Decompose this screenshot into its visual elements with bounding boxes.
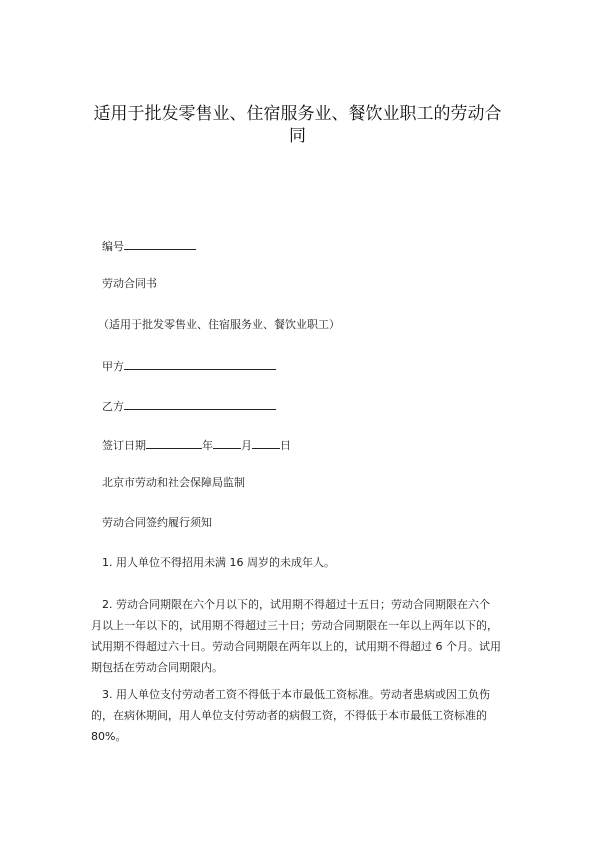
month-label: 月 xyxy=(241,439,252,452)
contract-book-label: 劳动合同书 xyxy=(102,277,157,290)
number-field xyxy=(102,238,196,254)
item-2-line-3: 试用期不得超过六十日。劳动合同期限在两年以上的，试用期不得超过 6 个月。试用 xyxy=(91,640,501,653)
item-3-line-2: 的，在病休期间，用人单位支付劳动者的病假工资，不得低于本市最低工资标准的 xyxy=(91,709,487,722)
party-b-label: 乙方 xyxy=(102,400,124,413)
title-line-2: 同 xyxy=(289,126,306,146)
party-b-field xyxy=(102,398,276,414)
notice-item-3 xyxy=(91,684,527,747)
party-a-field xyxy=(102,358,276,374)
party-b-blank xyxy=(124,398,276,410)
document-title xyxy=(70,103,525,147)
title-line-1: 适用于批发零售业、住宿服务业、餐饮业职工的劳动合 xyxy=(93,104,502,124)
party-a-blank xyxy=(124,358,276,370)
notice-item-1: 1. 用人单位不得招用未满 16 周岁的未成年人。 xyxy=(102,556,335,569)
notice-item-2 xyxy=(91,594,527,678)
sign-date-label: 签订日期 xyxy=(102,439,146,452)
notice-heading: 劳动合同签约履行须知 xyxy=(102,516,212,529)
item-2-line-4: 期包括在劳动合同期限内。 xyxy=(91,661,223,674)
item-3-line-1: 3. 用人单位支付劳动者工资不得低于本市最低工资标准。劳动者患病或因工负伤 xyxy=(102,688,490,701)
item-3-line-3: 80%。 xyxy=(91,730,127,743)
item-2-line-2: 月以上一年以下的，试用期不得超过三十日；劳动合同期限在一年以上两年以下的， xyxy=(91,619,498,632)
month-blank xyxy=(213,437,241,449)
day-label: 日 xyxy=(280,439,291,452)
number-label: 编号 xyxy=(102,240,124,253)
party-a-label: 甲方 xyxy=(102,360,124,373)
supervisor-note: 北京市劳动和社会保障局监制 xyxy=(102,476,245,489)
day-blank xyxy=(252,437,280,449)
year-blank xyxy=(146,437,202,449)
sign-date-field xyxy=(102,437,291,453)
year-label: 年 xyxy=(202,439,213,452)
number-blank xyxy=(124,238,196,250)
applicable-note: （适用于批发零售业、住宿服务业、餐饮业职工） xyxy=(98,318,340,331)
item-2-line-1: 2. 劳动合同期限在六个月以下的，试用期不得超过十五日；劳动合同期限在六个 xyxy=(102,598,490,611)
